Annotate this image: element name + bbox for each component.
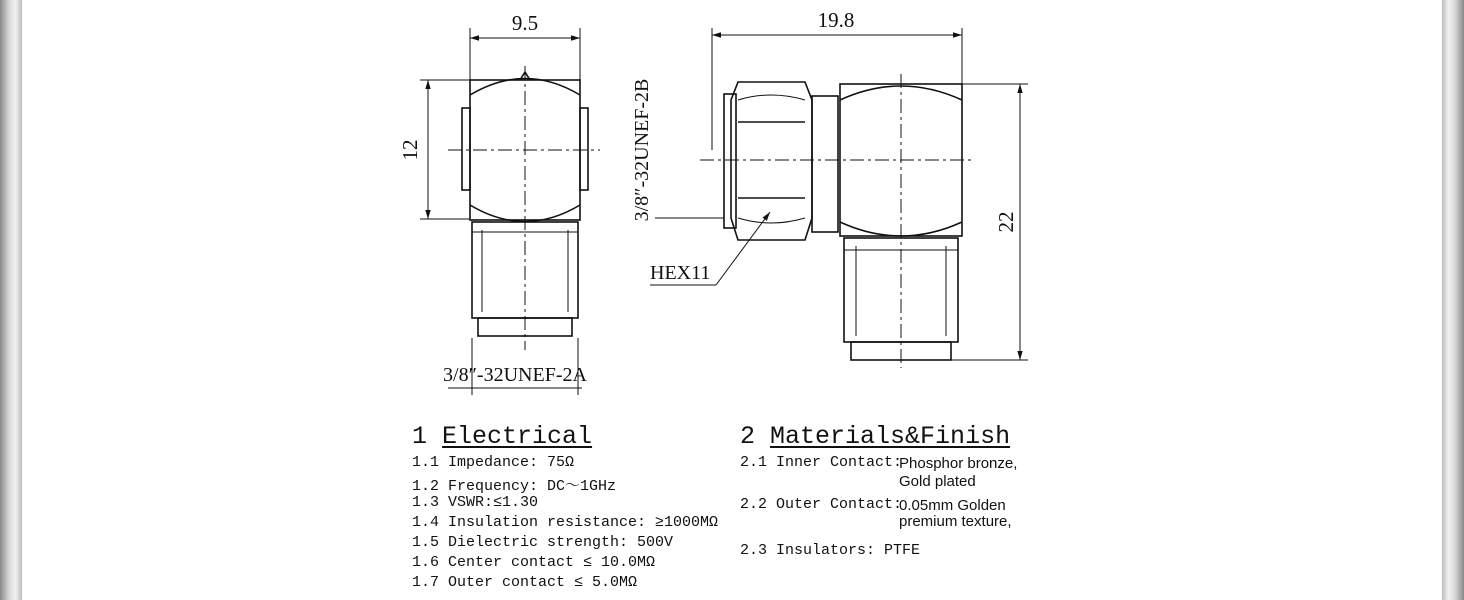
materials-insulators: 2.3 Insulators: PTFE [740, 542, 921, 559]
electrical-item-dielectric: 1.5 Dielectric strength: 500V [412, 534, 674, 551]
electrical-item-impedance: 1.1 Impedance: 75Ω [412, 454, 575, 471]
hex-label: HEX11 [650, 262, 711, 284]
dim-width-right: 19.8 [817, 8, 855, 32]
electrical-item-frequency: 1.2 Frequency: DC～1GHz [412, 478, 617, 495]
electrical-item-vswr: 1.3 VSWR:≤1.30 [412, 494, 539, 511]
left-view [420, 28, 600, 395]
electrical-item-insulation: 1.4 Insulation resistance: ≥1000MΩ [412, 514, 719, 531]
thread-label-right: 3/8″-32UNEF-2B [631, 78, 653, 222]
materials-title: Materials&Finish [770, 422, 1011, 451]
electrical-heading [412, 422, 592, 451]
materials-outer-label: 2.2 Outer Contact: [740, 496, 903, 513]
materials-number: 2 [740, 422, 756, 451]
materials-outer-value-2: premium texture, [899, 513, 1012, 530]
thread-label-left: 3/8″-32UNEF-2A [443, 364, 587, 386]
materials-outer-value-1: 0.05mm Golden [899, 497, 1006, 514]
right-view [650, 28, 1028, 368]
dim-height-right: 22 [994, 211, 1018, 233]
electrical-item-center-contact: 1.6 Center contact ≤ 10.0MΩ [412, 554, 656, 571]
materials-inner-value-2: Gold plated [899, 473, 976, 490]
electrical-number: 1 [412, 422, 428, 451]
materials-inner-value-1: Phosphor bronze, [899, 455, 1018, 472]
dim-width-left: 9.5 [511, 11, 539, 35]
dim-height-left: 12 [398, 139, 422, 161]
materials-heading [740, 422, 1010, 451]
materials-inner-label: 2.1 Inner Contact: [740, 454, 903, 471]
electrical-item-outer-contact: 1.7 Outer contact ≤ 5.0MΩ [412, 574, 638, 591]
electrical-title: Electrical [442, 422, 593, 451]
